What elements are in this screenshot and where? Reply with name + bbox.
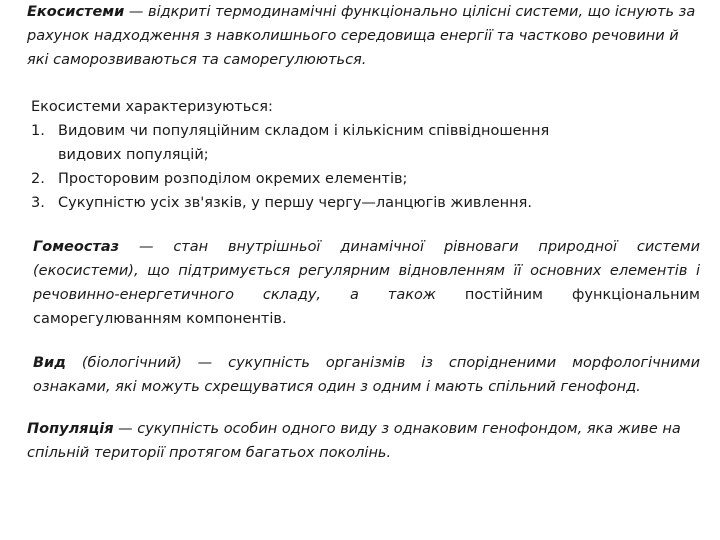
list-item [31,167,591,191]
list-item-text: Просторовим розподілом окремих елементів; [58,171,408,187]
characteristics-items [31,119,591,215]
list-item-number: 2. [31,171,45,187]
ecosystems-term: Екосистеми [27,4,125,20]
homeostasis-definition-plain: постійним функціональним саморегулюванням компонентів. [33,287,700,327]
homeostasis-definition-italic: — стан внутрішньої динамічної рівноваги природної системи (екосистеми), що підтримується регулярним відновленням її основних елементів і речовинно-енергетичного складу, а також [33,239,700,303]
characteristics-list [31,95,591,215]
list-item-number: 1. [31,123,45,139]
population-definition [27,417,697,465]
characteristics-intro: Екосистеми характеризуються: [31,99,273,115]
species-definition [33,351,700,399]
list-item-text: Видовим чи популяційним складом і кількісним співвідношення видових популяцій; [58,123,550,163]
ecosystems-definition [27,0,702,72]
homeostasis-term: Гомеостаз [33,239,120,255]
population-definition-text: — сукупність особин одного виду з однаковим генофондом, яка живе на спільній території протягом багатьох поколінь. [27,421,681,461]
list-item-number: 3. [31,195,45,211]
population-term: Популяція [27,421,114,437]
homeostasis-definition [33,235,700,331]
list-item [31,191,591,215]
ecosystems-definition-text: — відкриті термодинамічні функціонально цілісні системи, що існують за рахунок надходження з навколишнього середовища енергії та частково речовини й які саморозвиваються та саморегулюються. [27,4,696,68]
list-item [31,119,591,167]
list-item-text: Сукупністю усіх зв'язків, у першу чергу—ланцюгів живлення. [58,195,532,211]
species-term: Вид [33,355,66,371]
species-definition-text: (біологічний) — сукупність організмів із спорідненими морфологічними ознаками, які можуть схрещуватися один з одним і мають спільний генофонд. [33,355,700,395]
